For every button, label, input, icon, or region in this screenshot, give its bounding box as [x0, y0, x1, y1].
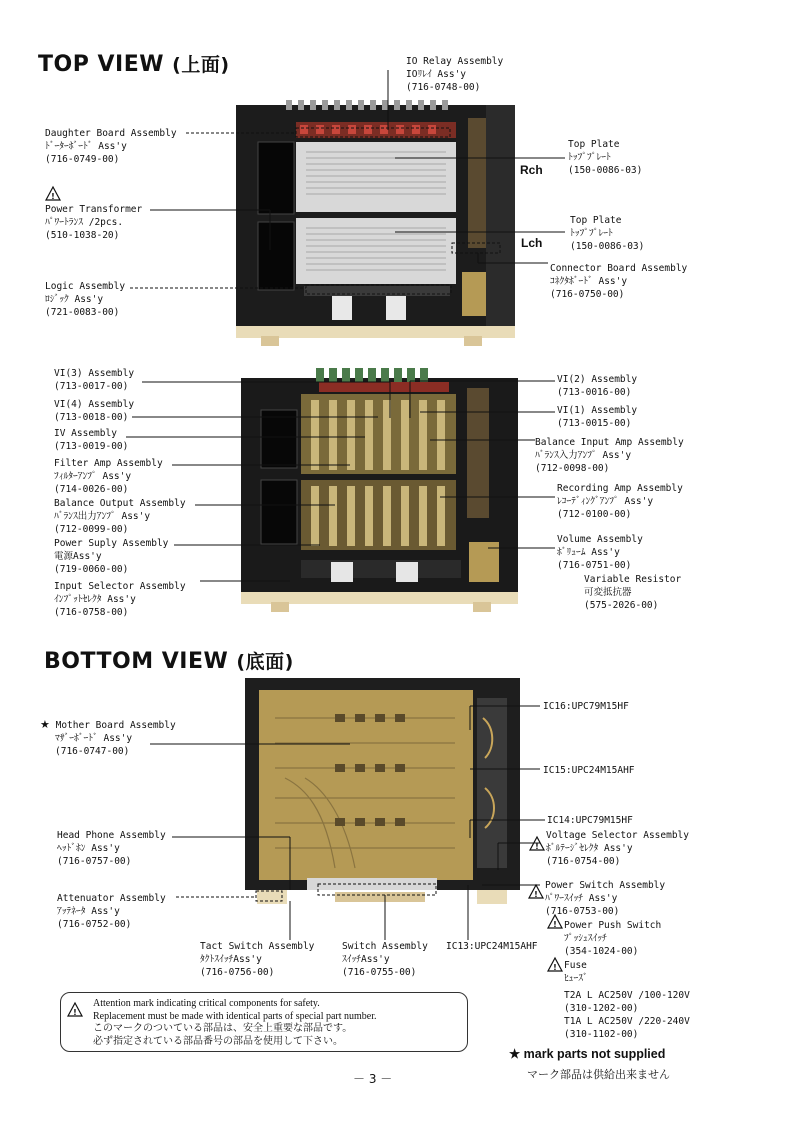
vi3-label	[54, 367, 134, 393]
switch-assembly-label	[342, 940, 428, 979]
voltage-selector-jp: ﾎﾞﾙﾃｰｼﾞｾﾚｸﾀ Ass'y	[546, 843, 633, 854]
safety-notice-box	[60, 992, 468, 1052]
svg-text:!: !	[534, 890, 538, 899]
recording-amp-part: (712-0100-00)	[557, 509, 632, 520]
power-push-jp: ﾌﾟｯｼｭｽｲｯﾁ	[564, 933, 607, 944]
power-push-label	[564, 919, 661, 958]
notice-line-3: このマークのついている部品は、安全上重要な部品です。	[93, 1023, 353, 1034]
balance-input-name: Balance Input Amp Assembly	[535, 437, 684, 448]
power-switch-jp: ﾊﾟﾜｰｽｲｯﾁ Ass'y	[545, 893, 618, 904]
power-switch-name: Power Switch Assembly	[545, 880, 666, 891]
notice-line-2: Replacement must be made with identical parts of special part number.	[93, 1010, 377, 1022]
star-icon: ★	[40, 718, 50, 731]
power-transformer-name: Power Transformer	[45, 204, 143, 215]
top-view-subtitle: (上面)	[172, 54, 230, 76]
ic15-label: IC15:UPC24M15AHF	[543, 765, 635, 776]
ic14-label: IC14:UPC79M15HF	[547, 815, 633, 826]
volume-part: (716-0751-00)	[557, 560, 632, 571]
power-transformer-label	[45, 203, 142, 242]
headphone-label	[57, 829, 166, 868]
notice-line-4: 必ず指定されている部品番号の部品を使用して下さい。	[93, 1035, 343, 1047]
filter-amp-name: Filter Amp Assembly	[54, 458, 163, 469]
ic13-label: IC13:UPC24M15AHF	[446, 941, 538, 952]
attenuator-name: Attenuator Assembly	[57, 893, 166, 904]
switch-assembly-name: Switch Assembly	[342, 941, 428, 952]
variable-resistor-label	[584, 573, 681, 612]
recording-amp-label	[557, 482, 683, 521]
power-supply-jp: 電源Ass'y	[54, 551, 102, 562]
page-number: － 3 －	[353, 1072, 393, 1086]
variable-resistor-jp: 可変抵抗器	[584, 587, 632, 598]
logic-jp: ﾛｼﾞｯｸ Ass'y	[45, 294, 104, 305]
connector-board-label	[550, 262, 687, 301]
safety-notice-text	[93, 998, 377, 1048]
connector-board-part: (716-0750-00)	[550, 289, 625, 300]
vi4-label	[54, 398, 134, 424]
mother-board-part: (716-0747-00)	[55, 746, 130, 757]
daughter-board-part: (716-0749-00)	[45, 154, 120, 165]
attenuator-label	[57, 892, 166, 931]
balance-input-label	[535, 436, 684, 475]
power-transformer-jp: ﾊﾟﾜｰﾄﾗﾝｽ /2pcs.	[45, 217, 124, 228]
tact-switch-part: (716-0756-00)	[200, 967, 275, 978]
vi1-name: VI(1) Assembly	[557, 405, 638, 416]
balance-output-label	[54, 497, 186, 536]
vi3-part: (713-0017-00)	[54, 381, 129, 392]
bottom-view-title: BOTTOM VIEW	[44, 649, 229, 674]
input-selector-name: Input Selector Assembly	[54, 581, 186, 592]
top-plate-l-name: Top Plate	[570, 215, 622, 226]
switch-assembly-jp: ｽｲｯﾁAss'y	[342, 954, 390, 965]
logic-name: Logic Assembly	[45, 281, 126, 292]
input-selector-jp: ｲﾝﾌﾟｯﾄｾﾚｸﾀ Ass'y	[54, 594, 136, 605]
tact-switch-name: Tact Switch Assembly	[200, 941, 315, 952]
headphone-part: (716-0757-00)	[57, 856, 132, 867]
switch-assembly-part: (716-0755-00)	[342, 967, 417, 978]
attenuator-part: (716-0752-00)	[57, 919, 132, 930]
top-plate-l-jp: ﾄｯﾌﾟﾌﾟﾚｰﾄ	[570, 228, 613, 239]
notice-line-1: Attention mark indicating critical components for safety.	[93, 998, 320, 1009]
filter-amp-label	[54, 457, 163, 496]
fuse-spec-1: T2A L AC250V /100-120V	[564, 990, 690, 1001]
daughter-board-label	[45, 127, 177, 166]
filter-amp-part: (714-0026-00)	[54, 484, 129, 495]
svg-text:!: !	[73, 1008, 77, 1017]
vi1-part: (713-0015-00)	[557, 418, 632, 429]
balance-input-jp: ﾊﾞﾗﾝｽ入力ｱﾝﾌﾟ Ass'y	[535, 450, 632, 461]
ic16-label: IC16:UPC79M15HF	[543, 701, 629, 712]
vi2-label	[557, 373, 637, 399]
daughter-board-jp: ﾄﾞｰﾀｰﾎﾞｰﾄﾞ Ass'y	[45, 141, 127, 152]
svg-text:!: !	[535, 842, 539, 851]
svg-text:!: !	[553, 920, 557, 929]
fuse-label	[564, 959, 690, 1041]
top-plate-r-jp: ﾄｯﾌﾟﾌﾟﾚｰﾄ	[568, 152, 611, 163]
top-plate-r-part: (150-0086-03)	[568, 165, 643, 176]
power-switch-part: (716-0753-00)	[545, 906, 620, 917]
vi4-part: (713-0018-00)	[54, 412, 129, 423]
iv-part: (713-0019-00)	[54, 441, 129, 452]
vi2-name: VI(2) Assembly	[557, 374, 638, 385]
voltage-selector-label	[546, 829, 689, 868]
power-supply-name: Power Suply Assembly	[54, 538, 169, 549]
fuse-jp: ﾋｭｰｽﾞ	[564, 973, 588, 984]
vi3-name: VI(3) Assembly	[54, 368, 135, 379]
connector-board-jp: ｺﾈｸﾀﾎﾞｰﾄﾞ Ass'y	[550, 276, 628, 287]
power-push-name: Power Push Switch	[564, 920, 662, 931]
top-plate-r-label	[568, 138, 642, 177]
attenuator-jp: ｱｯﾃﾈｰﾀ Ass'y	[57, 906, 120, 917]
volume-label	[557, 533, 643, 572]
io-relay-name: IO Relay Assembly	[406, 56, 504, 67]
balance-output-jp: ﾊﾞﾗﾝｽ出力ｱﾝﾌﾟ Ass'y	[54, 511, 151, 522]
rch-label: Rch	[520, 163, 543, 177]
tact-switch-label	[200, 940, 314, 979]
star-note: ★ mark parts not supplied	[509, 1047, 666, 1061]
tact-switch-jp: ﾀｸﾄｽｲｯﾁAss'y	[200, 954, 262, 965]
io-relay-label	[406, 55, 503, 94]
balance-input-part: (712-0098-00)	[535, 463, 610, 474]
vi2-part: (713-0016-00)	[557, 387, 632, 398]
io-relay-jp: IOﾘﾚｲ Ass'y	[406, 69, 467, 80]
volume-jp: ﾎﾞﾘｭｰﾑ Ass'y	[557, 547, 620, 558]
power-switch-label	[545, 879, 665, 918]
star-note-jp: マーク部品は供給出来ません	[527, 1068, 670, 1081]
mother-board-jp: ﾏｻﾞｰﾎﾞｰﾄﾞ Ass'y	[55, 733, 133, 744]
power-supply-label	[54, 537, 168, 576]
vi4-name: VI(4) Assembly	[54, 399, 135, 410]
lch-label: Lch	[521, 236, 543, 250]
fuse-part-2: (310-1102-00)	[564, 1029, 639, 1040]
recording-amp-name: Recording Amp Assembly	[557, 483, 683, 494]
top-plate-r-name: Top Plate	[568, 139, 620, 150]
input-selector-part: (716-0758-00)	[54, 607, 129, 618]
logic-part: (721-0083-00)	[45, 307, 120, 318]
vi1-label	[557, 404, 637, 430]
connector-board-name: Connector Board Assembly	[550, 263, 688, 274]
volume-name: Volume Assembly	[557, 534, 643, 545]
iv-name: IV Assembly	[54, 428, 117, 439]
fuse-part-1: (310-1202-00)	[564, 1003, 639, 1014]
io-relay-part: (716-0748-00)	[406, 82, 481, 93]
variable-resistor-name: Variable Resistor	[584, 574, 682, 585]
top-plate-l-label	[570, 214, 644, 253]
iv-label	[54, 427, 128, 453]
fuse-name: Fuse	[564, 960, 587, 971]
daughter-board-name: Daughter Board Assembly	[45, 128, 177, 139]
fuse-spec-2: T1A L AC250V /220-240V	[564, 1016, 690, 1027]
svg-text:!: !	[51, 192, 55, 201]
mother-board-label	[40, 718, 176, 758]
balance-output-name: Balance Output Assembly	[54, 498, 186, 509]
power-push-part: (354-1024-00)	[564, 946, 639, 957]
balance-output-part: (712-0099-00)	[54, 524, 129, 535]
top-plate-l-part: (150-0086-03)	[570, 241, 645, 252]
input-selector-label	[54, 580, 186, 619]
svg-text:!: !	[553, 963, 557, 972]
filter-amp-jp: ﾌｨﾙﾀｰｱﾝﾌﾟ Ass'y	[54, 471, 132, 482]
headphone-jp: ﾍｯﾄﾞﾎﾝ Ass'y	[57, 843, 120, 854]
power-transformer-part: (510-1038-20)	[45, 230, 120, 241]
bottom-view-subtitle: (底面)	[236, 651, 294, 673]
recording-amp-jp: ﾚｺｰﾃﾞｨﾝｸﾞｱﾝﾌﾟ Ass'y	[557, 496, 654, 507]
mother-board-name: Mother Board Assembly	[55, 720, 176, 731]
headphone-name: Head Phone Assembly	[57, 830, 166, 841]
top-view-title: TOP VIEW	[38, 52, 164, 77]
variable-resistor-part: (575-2026-00)	[584, 600, 659, 611]
power-supply-part: (719-0060-00)	[54, 564, 129, 575]
voltage-selector-part: (716-0754-00)	[546, 856, 621, 867]
logic-label	[45, 280, 125, 319]
voltage-selector-name: Voltage Selector Assembly	[546, 830, 689, 841]
